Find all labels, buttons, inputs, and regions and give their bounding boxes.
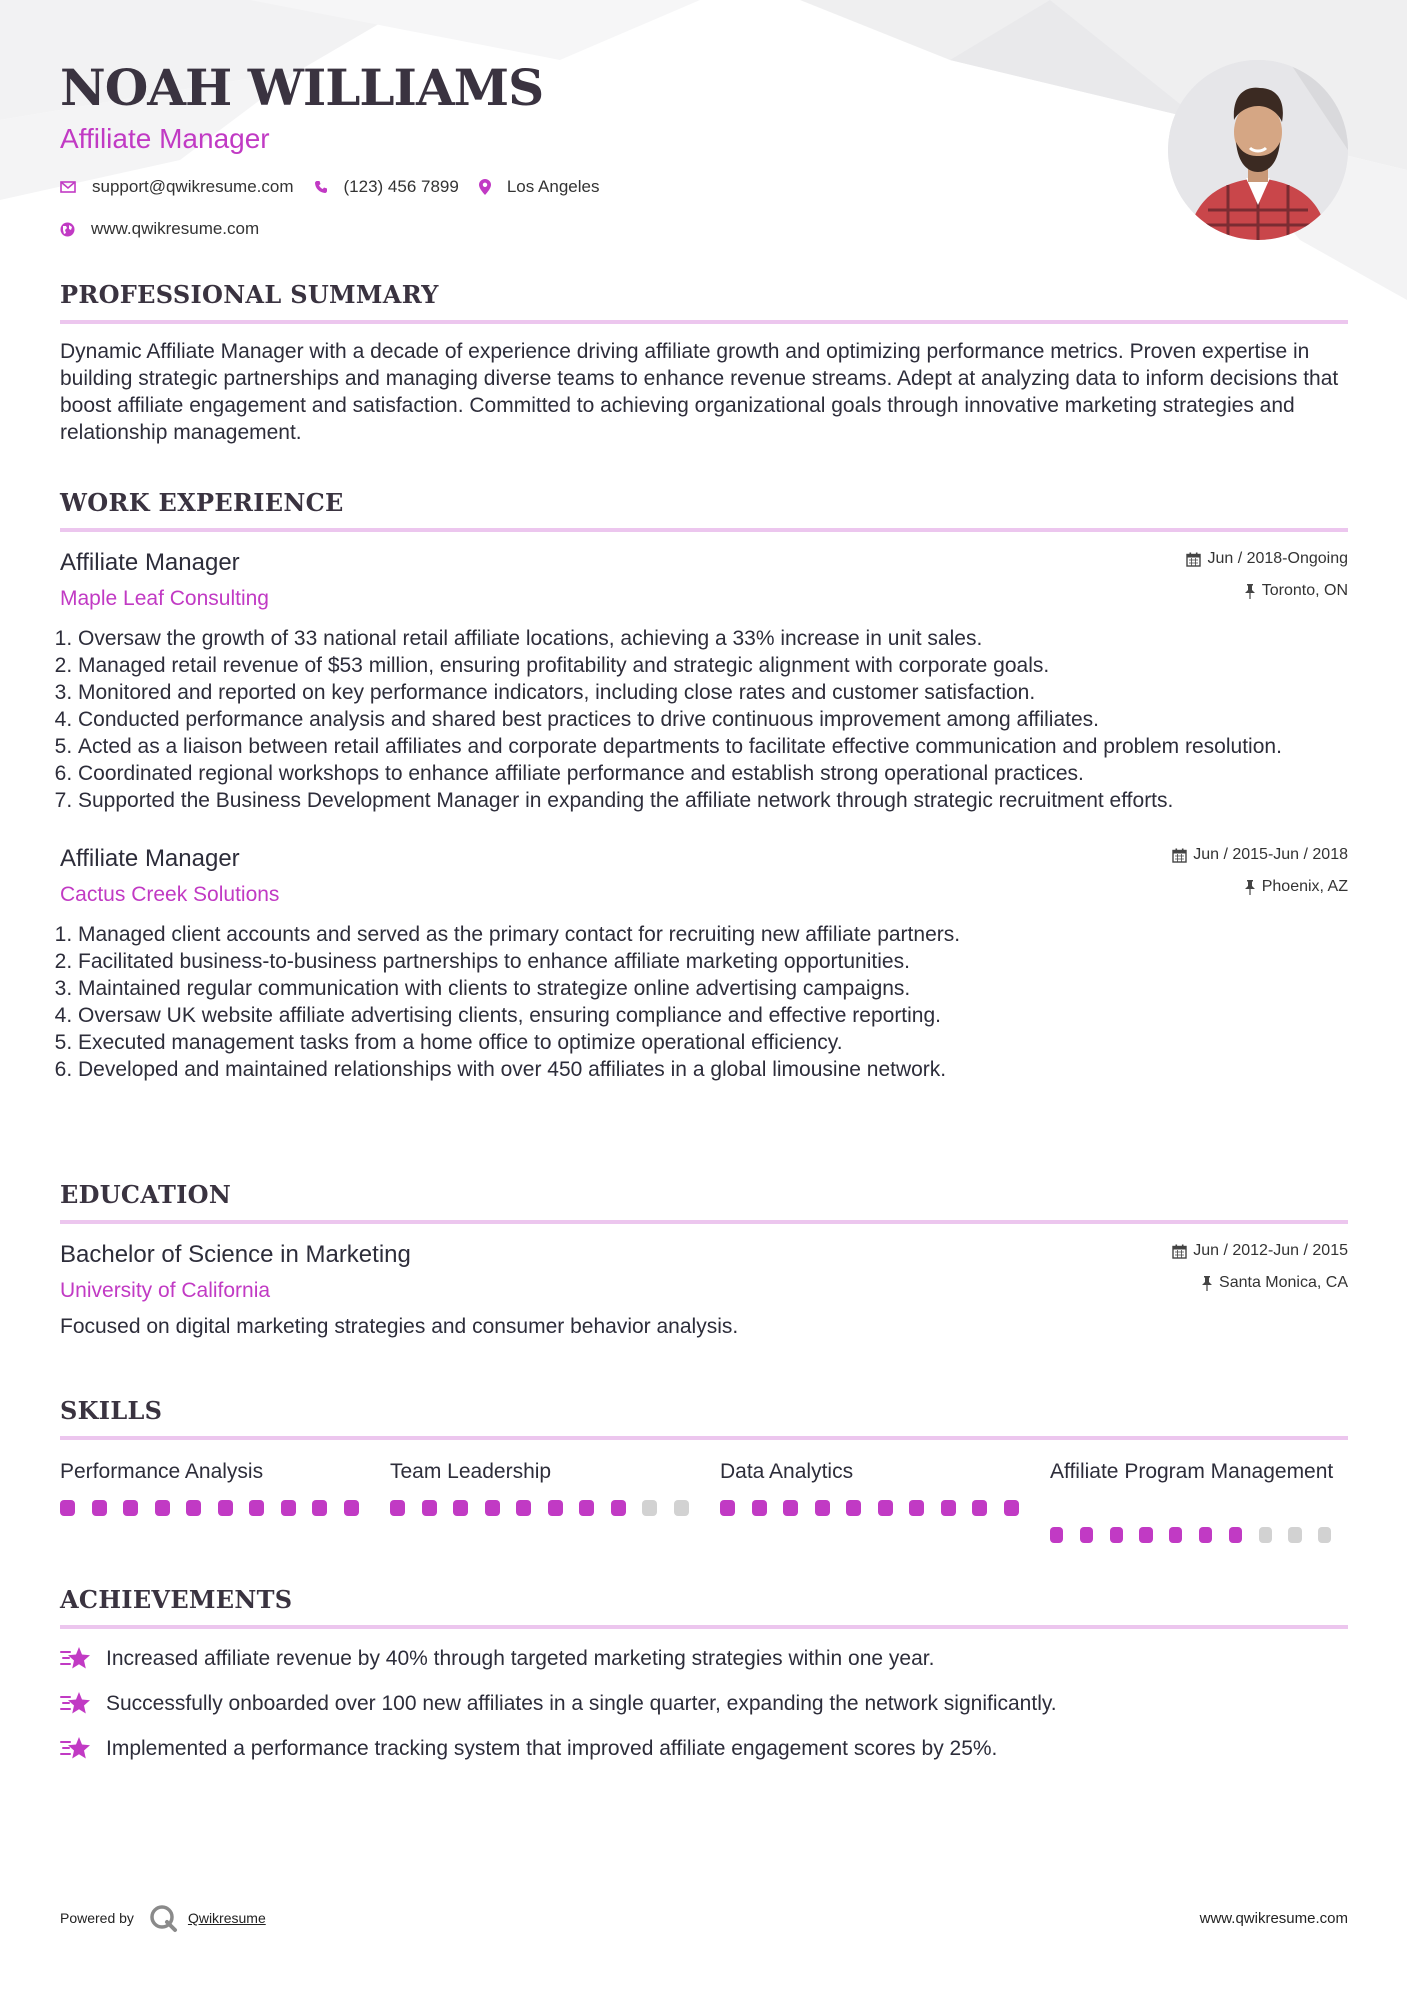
- avatar: [1168, 60, 1348, 240]
- rating-dot-filled: [1050, 1527, 1063, 1543]
- skill-item: [390, 1458, 720, 1543]
- skill-name: Affiliate Program Management: [1050, 1460, 1334, 1483]
- rating-dot-filled: [752, 1500, 767, 1516]
- education-heading: EDUCATION: [60, 1180, 232, 1209]
- location-text: Los Angeles: [506, 177, 600, 196]
- calendar-icon: [1172, 848, 1187, 863]
- page-footer: [60, 1898, 1348, 1938]
- skill-rating: [1050, 1527, 1348, 1543]
- qwikresume-logo-icon: [148, 1903, 178, 1933]
- achievements-heading: ACHIEVEMENTS: [60, 1585, 293, 1614]
- rating-dot-filled: [878, 1500, 893, 1516]
- rating-dot-empty: [1259, 1527, 1272, 1543]
- rating-dot-filled: [941, 1500, 956, 1516]
- footer-website[interactable]: www.qwikresume.com: [1199, 1910, 1348, 1927]
- rating-dot-filled: [155, 1500, 170, 1516]
- achievement-text: Successfully onboarded over 100 new affiliates in a single quarter, expanding the network significantly.: [106, 1692, 1057, 1715]
- job-location: Toronto, ON: [1261, 582, 1348, 599]
- achievement-text: Implemented a performance tracking system that improved affiliate engagement scores by 25%.: [106, 1737, 998, 1760]
- list-item: 6. Coordinated regional workshops to enhance affiliate performance and establish strong operational practices.: [78, 760, 1348, 787]
- list-item: [60, 1689, 1348, 1719]
- job-company: Maple Leaf Consulting: [60, 587, 269, 610]
- rating-dot-filled: [579, 1500, 594, 1516]
- contact-website[interactable]: [60, 219, 259, 239]
- achievement-text: Increased affiliate revenue by 40% through targeted marketing strategies within one year.: [106, 1647, 935, 1670]
- list-item: 3. Maintained regular communication with clients to strategize online advertising campaigns.: [78, 975, 1348, 1002]
- pushpin-icon: [1244, 880, 1256, 895]
- skills-section: [60, 1396, 1348, 1543]
- rating-dot-filled: [846, 1500, 861, 1516]
- rating-dot-filled: [548, 1500, 563, 1516]
- education-section: [60, 1180, 1348, 1340]
- rating-dot-filled: [453, 1500, 468, 1516]
- education-location: Santa Monica, CA: [1219, 1274, 1348, 1291]
- rating-dot-filled: [1080, 1527, 1093, 1543]
- pushpin-icon: [1201, 1276, 1213, 1291]
- rating-dot-filled: [1169, 1527, 1182, 1543]
- globe-icon: [60, 222, 75, 237]
- skill-name: Team Leadership: [390, 1460, 552, 1483]
- candidate-name: NOAH WILLIAMS: [60, 58, 544, 117]
- phone-icon: [314, 180, 328, 194]
- experience-heading: WORK EXPERIENCE: [60, 488, 344, 517]
- rating-dot-filled: [720, 1500, 735, 1516]
- rating-dot-filled: [312, 1500, 327, 1516]
- contact-email[interactable]: [60, 177, 294, 197]
- rating-dot-filled: [281, 1500, 296, 1516]
- profile-photo: [1168, 60, 1348, 240]
- rating-dot-empty: [1318, 1527, 1331, 1543]
- calendar-icon: [1172, 1244, 1187, 1259]
- list-item: 4. Oversaw UK website affiliate advertising clients, ensuring compliance and effective reporting.: [78, 1002, 1348, 1029]
- rating-dot-filled: [422, 1500, 437, 1516]
- resume-header: [60, 58, 1160, 156]
- list-item: [60, 1644, 1348, 1674]
- degree-title: Bachelor of Science in Marketing: [60, 1241, 411, 1268]
- contact-location: [479, 177, 600, 197]
- job-meta: [1172, 844, 1348, 908]
- job-title: Affiliate Manager: [60, 549, 240, 576]
- contact-info: [60, 172, 619, 256]
- skill-name: Data Analytics: [720, 1460, 854, 1483]
- rating-dot-filled: [1139, 1527, 1152, 1543]
- list-item: 5. Executed management tasks from a home office to optimize operational efficiency.: [78, 1029, 1348, 1056]
- achievements-section: [60, 1585, 1348, 1764]
- shooting-star-icon: [60, 1646, 92, 1672]
- rating-dot-filled: [390, 1500, 405, 1516]
- job-bullets: [60, 921, 1348, 1083]
- skill-item: [720, 1458, 1050, 1543]
- job-entry: [60, 548, 1348, 814]
- rating-dot-empty: [1288, 1527, 1301, 1543]
- job-title: Affiliate Manager: [60, 845, 240, 872]
- list-item: 5. Acted as a liaison between retail affiliates and corporate departments to facilitate effective communication and problem resolution.: [78, 733, 1348, 760]
- experience-section: [60, 488, 1348, 1083]
- section-divider: [60, 1625, 1348, 1629]
- rating-dot-filled: [92, 1500, 107, 1516]
- rating-dot-filled: [218, 1500, 233, 1516]
- rating-dot-filled: [972, 1500, 987, 1516]
- job-entry: [60, 844, 1348, 1083]
- education-dates: Jun / 2012-Jun / 2015: [1193, 1242, 1348, 1259]
- job-meta: [1186, 548, 1348, 612]
- rating-dot-empty: [642, 1500, 657, 1516]
- rating-dot-filled: [783, 1500, 798, 1516]
- contact-phone[interactable]: [314, 177, 459, 197]
- job-dates: Jun / 2015-Jun / 2018: [1193, 846, 1348, 863]
- rating-dot-filled: [1110, 1527, 1123, 1543]
- summary-heading: PROFESSIONAL SUMMARY: [60, 280, 439, 309]
- email-text: support@qwikresume.com: [92, 177, 294, 196]
- pushpin-icon: [1244, 584, 1256, 599]
- rating-dot-empty: [674, 1500, 689, 1516]
- map-pin-icon: [479, 179, 491, 195]
- list-item: 1. Oversaw the growth of 33 national retail affiliate locations, achieving a 33% increase in unit sales.: [78, 625, 1348, 652]
- rating-dot-filled: [909, 1500, 924, 1516]
- rating-dot-filled: [815, 1500, 830, 1516]
- list-item: 6. Developed and maintained relationships with over 450 affiliates in a global limousine network.: [78, 1056, 1348, 1083]
- rating-dot-filled: [344, 1500, 359, 1516]
- education-description: Focused on digital marketing strategies and consumer behavior analysis.: [60, 1315, 739, 1338]
- list-item: 1. Managed client accounts and served as the primary contact for recruiting new affiliate partners.: [78, 921, 1348, 948]
- calendar-icon: [1186, 552, 1201, 567]
- rating-dot-filled: [516, 1500, 531, 1516]
- qwikresume-link[interactable]: Qwikresume: [187, 1910, 266, 1926]
- website-text: www.qwikresume.com: [91, 219, 260, 238]
- achievements-list: [60, 1644, 1348, 1764]
- rating-dot-filled: [186, 1500, 201, 1516]
- envelope-icon: [60, 181, 76, 193]
- section-divider: [60, 1436, 1348, 1440]
- powered-by-label: Powered by: [60, 1910, 134, 1926]
- job-bullets: [60, 625, 1348, 814]
- section-divider: [60, 528, 1348, 532]
- summary-section: [60, 280, 1348, 446]
- section-divider: [60, 1220, 1348, 1224]
- list-item: 7. Supported the Business Development Manager in expanding the affiliate network through strategic recruitment efforts.: [78, 787, 1348, 814]
- shooting-star-icon: [60, 1691, 92, 1717]
- job-dates: Jun / 2018-Ongoing: [1207, 550, 1348, 567]
- rating-dot-filled: [123, 1500, 138, 1516]
- skill-item: [60, 1458, 390, 1543]
- candidate-role: Affiliate Manager: [60, 123, 270, 154]
- skills-list: [60, 1458, 1348, 1543]
- phone-text: (123) 456 7899: [343, 177, 459, 196]
- rating-dot-filled: [60, 1500, 75, 1516]
- list-item: 2. Facilitated business-to-business partnerships to enhance affiliate marketing opportunities.: [78, 948, 1348, 975]
- job-company: Cactus Creek Solutions: [60, 883, 280, 906]
- list-item: [60, 1734, 1348, 1764]
- rating-dot-filled: [249, 1500, 264, 1516]
- school-name: University of California: [60, 1279, 271, 1302]
- rating-dot-filled: [1199, 1527, 1212, 1543]
- list-item: 2. Managed retail revenue of $53 million, ensuring profitability and strategic alignment with corporate goals.: [78, 652, 1348, 679]
- rating-dot-filled: [611, 1500, 626, 1516]
- rating-dot-filled: [485, 1500, 500, 1516]
- skill-rating: [390, 1500, 720, 1516]
- list-item: 3. Monitored and reported on key performance indicators, including close rates and customer satisfaction.: [78, 679, 1348, 706]
- section-divider: [60, 320, 1348, 324]
- skill-item: [1050, 1458, 1348, 1543]
- rating-dot-filled: [1004, 1500, 1019, 1516]
- education-meta: [1172, 1240, 1348, 1304]
- skills-heading: SKILLS: [60, 1396, 163, 1425]
- list-item: 4. Conducted performance analysis and shared best practices to drive continuous improvement among affiliates.: [78, 706, 1348, 733]
- skill-rating: [720, 1500, 1050, 1516]
- education-entry: [60, 1240, 1348, 1340]
- rating-dot-filled: [1229, 1527, 1242, 1543]
- skill-name: Performance Analysis: [60, 1460, 264, 1483]
- shooting-star-icon: [60, 1736, 92, 1762]
- summary-text: Dynamic Affiliate Manager with a decade of experience driving affiliate growth and optimizing performance metrics. Proven expertise in building strategic partnerships and managing diverse teams to enhance revenue streams. Adept at analyzing data to inform decisions that boost affiliate engagement and satisfaction. Committed to achieving organizational goals through innovative marketing strategies and relationship management.: [60, 340, 1339, 444]
- job-location: Phoenix, AZ: [1261, 878, 1348, 895]
- skill-rating: [60, 1500, 390, 1516]
